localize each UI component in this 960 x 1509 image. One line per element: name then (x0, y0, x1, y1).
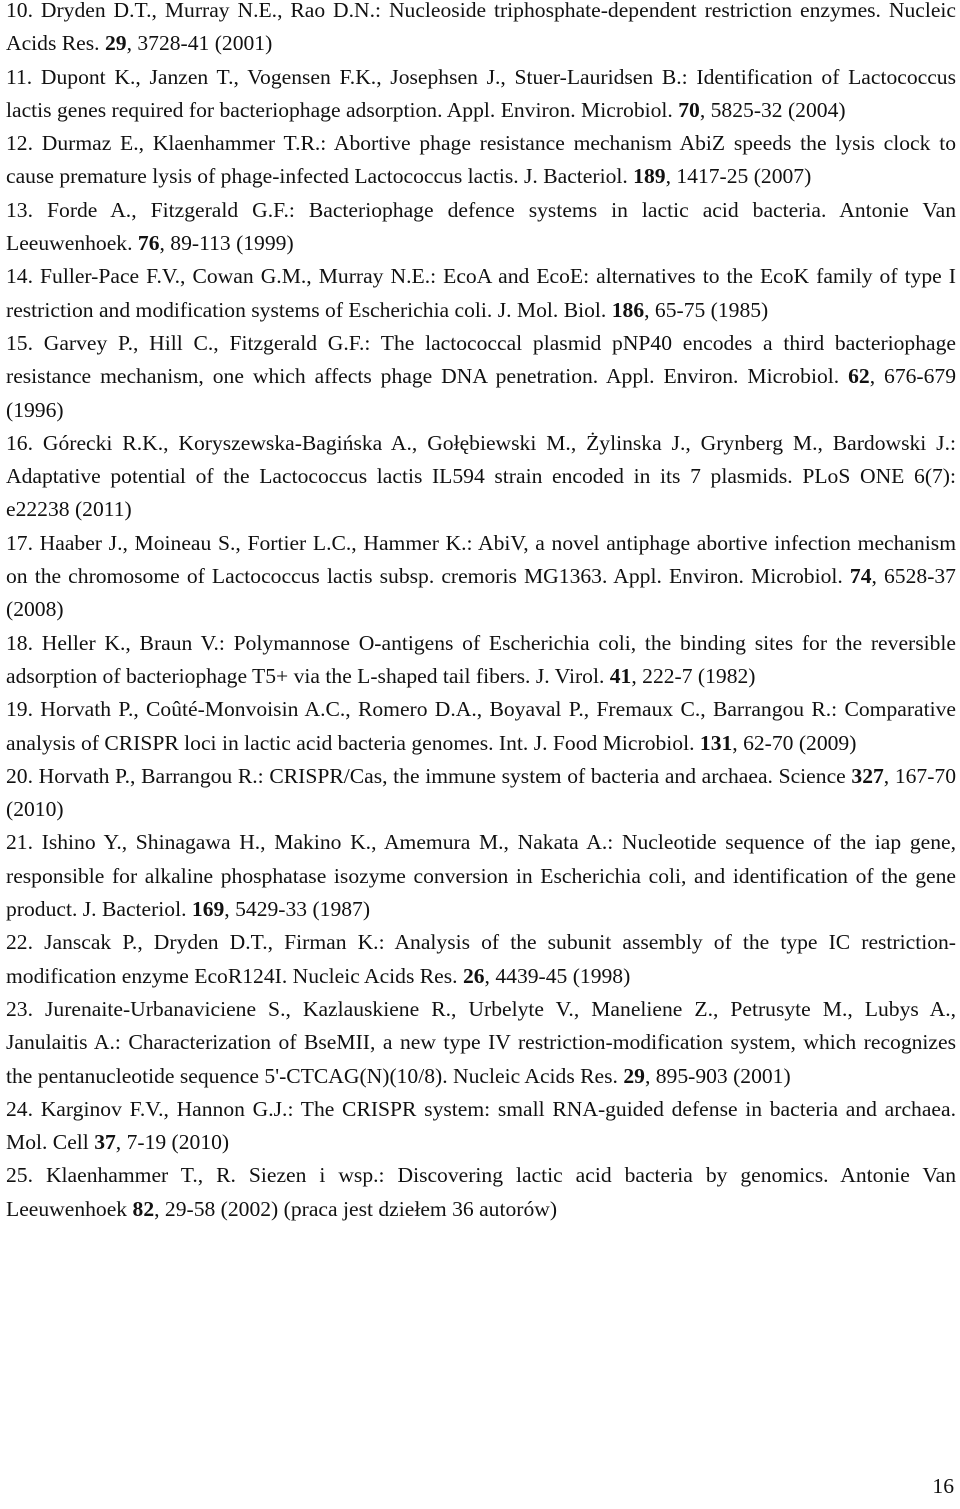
reference-item: 14. Fuller-Pace F.V., Cowan G.M., Murray N.E.: EcoA and EcoE: alternatives to the EcoK family of type I restriction and modification systems of Escherichia coli. J. Mol. Biol. 186, 65-75 (1985) (6, 264, 956, 322)
reference-item: 12. Durmaz E., Klaenhammer T.R.: Abortive phage resistance mechanism AbiZ speeds the lysis clock to cause premature lysis of phage-infected Lactococcus lactis. J. Bacteriol. 189, 1417-25 (2007) (6, 131, 956, 189)
reference-item: 10. Dryden D.T., Murray N.E., Rao D.N.: Nucleoside triphosphate-dependent restriction enzymes. Nucleic Acids Res. 29, 3728-41 (2001) (6, 0, 956, 56)
reference-item: 13. Forde A., Fitzgerald G.F.: Bacteriophage defence systems in lactic acid bacteria. Antonie Van Leeuwenhoek. 76, 89-113 (1999) (6, 197, 956, 256)
reference-item: 19. Horvath P., Coûté-Monvoisin A.C., Romero D.A., Boyaval P., Fremaux C., Barrangou R.: Comparative analysis of CRISPR loci in lactic acid bacteria genomes. Int. J. Food Microbiol. 131, 62-70 (2009) (6, 697, 956, 755)
reference-item: 23. Jurenaite-Urbanaviciene S., Kazlauskiene R., Urbelyte V., Maneliene Z., Petrusyte M., Lubys A., Janulaitis A.: Characterization of BseMII, a new type IV restriction-modification system, which recognizes the pentanucleotide sequence 5'-CTCAG(N)(10/8). Nucleic Acids Res. 29, 895-903 (2001) (6, 996, 956, 1088)
reference-item: 16. Górecki R.K., Koryszewska-Bagińska A., Gołębiewski M., Żylinska J., Grynberg M., Bardowski J.: Adaptative potential of the Lactococcus lactis IL594 strain encoded in its 7 plasmids. PLoS ONE 6(7): e22238 (2011) (6, 430, 956, 522)
page-number: 16 (932, 1474, 954, 1498)
reference-item: 20. Horvath P., Barrangou R.: CRISPR/Cas, the immune system of bacteria and archaea. Science 327, 167-70 (2010) (6, 763, 956, 822)
reference-item: 18. Heller K., Braun V.: Polymannose O-antigens of Escherichia coli, the binding sites for the reversible adsorption of bacteriophage T5+ via the L-shaped tail fibers. J. Virol. 41, 222-7 (1982) (6, 630, 956, 688)
reference-item: 17. Haaber J., Moineau S., Fortier L.C., Hammer K.: AbiV, a novel antiphage abortive infection mechanism on the chromosome of Lactococcus lactis subsp. cremoris MG1363. Appl. Environ. Microbiol. 74, 6528-37 (2008) (6, 530, 956, 622)
reference-item: 11. Dupont K., Janzen T., Vogensen F.K., Josephsen J., Stuer-Lauridsen B.: Identification of Lactococcus lactis genes required for bacteriophage adsorption. Appl. Environ. Microbiol. 70, 5825-32 (2004) (6, 64, 956, 122)
reference-item: 22. Janscak P., Dryden D.T., Firman K.: Analysis of the subunit assembly of the type IC restriction-modification enzyme EcoR124I. Nucleic Acids Res. 26, 4439-45 (1998) (6, 930, 956, 988)
reference-list (6, 0, 956, 1226)
reference-item: 15. Garvey P., Hill C., Fitzgerald G.F.: The lactococcal plasmid pNP40 encodes a third bacteriophage resistance mechanism, one which affects phage DNA penetration. Appl. Environ. Microbiol. 62, 676-679 (1996) (6, 330, 956, 422)
reference-item: 25. Klaenhammer T., R. Siezen i wsp.: Discovering lactic acid bacteria by genomics. Antonie Van Leeuwenhoek 82, 29-58 (2002) (praca jest dziełem 36 autorów) (6, 1163, 956, 1221)
reference-item: 24. Karginov F.V., Hannon G.J.: The CRISPR system: small RNA-guided defense in bacteria and archaea. Mol. Cell 37, 7-19 (2010) (6, 1096, 956, 1155)
reference-item: 21. Ishino Y., Shinagawa H., Makino K., Amemura M., Nakata A.: Nucleotide sequence of the iap gene, responsible for alkaline phosphatase isozyme conversion in Escherichia coli, and identification of the gene product. J. Bacteriol. 169, 5429-33 (1987) (6, 830, 956, 922)
